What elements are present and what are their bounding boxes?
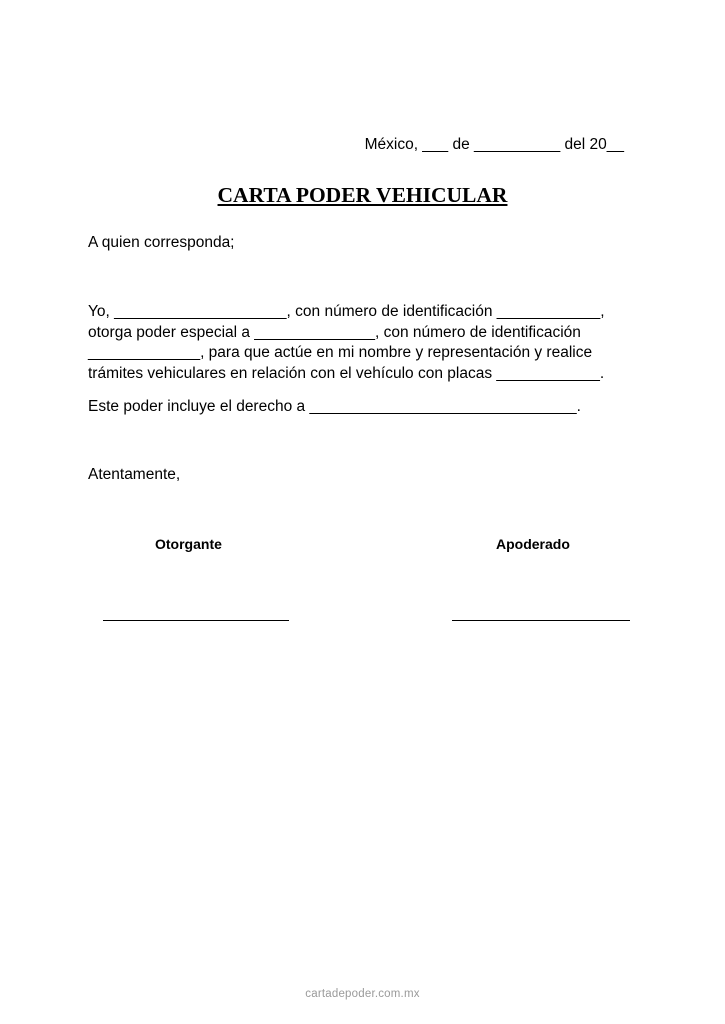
closing: Atentamente, — [88, 466, 181, 483]
body-line: Yo, ____________________, con número de identificación ____________, — [88, 303, 605, 320]
grantor-signature-line — [103, 620, 289, 621]
salutation: A quien corresponda; — [88, 234, 235, 251]
body-paragraph — [88, 302, 605, 384]
body-line: otorga poder especial a ______________, con número de identificación — [88, 323, 581, 341]
date-line: México, ___ de __________ del 20__ — [364, 136, 624, 153]
document-title: CARTA PODER VEHICULAR — [217, 183, 508, 207]
grantor-label: Otorgante — [155, 536, 222, 552]
scope-line: Este poder incluye el derecho a _______________________________. — [88, 398, 581, 415]
footer-watermark: cartadepoder.com.mx — [305, 988, 420, 1000]
attorney-label: Apoderado — [496, 536, 570, 552]
body-line: _____________, para que actúe en mi nombre y representación y realice — [88, 344, 593, 361]
attorney-signature-line — [452, 620, 630, 621]
body-line: trámites vehiculares en relación con el vehículo con placas ____________. — [88, 364, 605, 382]
